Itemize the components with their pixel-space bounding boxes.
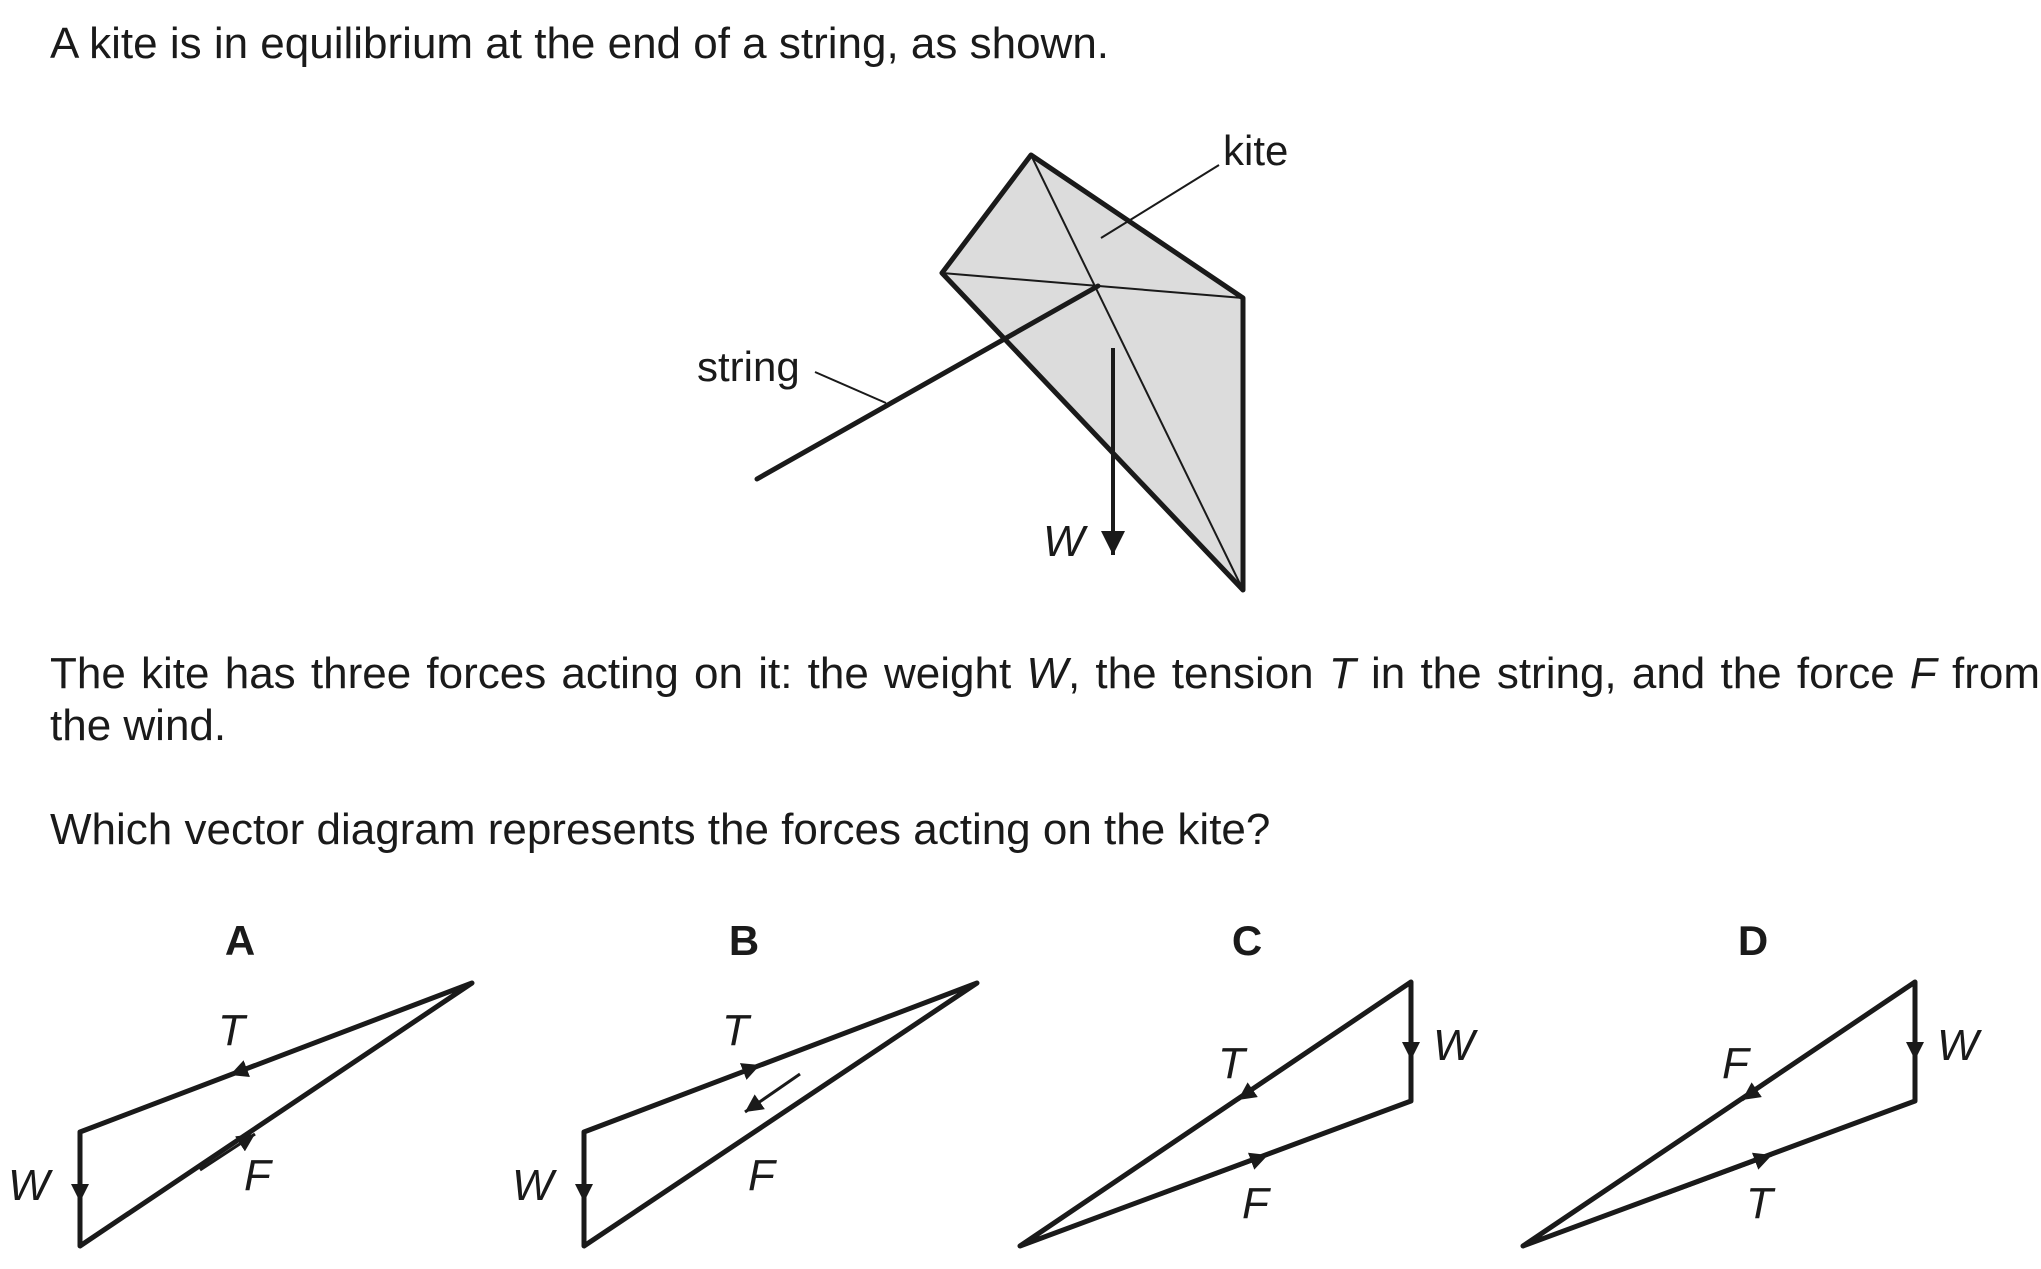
- option-c-letter: C: [1231, 917, 1263, 964]
- option-c-diagram[interactable]: [1020, 917, 1478, 1246]
- option-c-label-t: T: [1218, 1039, 1245, 1088]
- string-leader-line: [815, 372, 886, 403]
- kite-body: [942, 155, 1243, 590]
- option-d-triangle: [1523, 982, 1915, 1246]
- option-b-arrow-t: [680, 1065, 760, 1096]
- string-label: string: [697, 343, 800, 390]
- forces-description: The kite has three forces acting on it: the weight W, the tension T in the string, and the force F from the wind.: [50, 649, 2041, 750]
- option-d-label-t: T: [1746, 1179, 1773, 1228]
- option-a-letter: A: [224, 917, 256, 964]
- option-a-triangle: [80, 983, 472, 1246]
- kite-figure: [697, 127, 1288, 590]
- option-c-arrow-t: [1238, 1036, 1330, 1100]
- option-b-label-t: T: [722, 1006, 749, 1055]
- option-d-diagram[interactable]: [1523, 917, 1982, 1246]
- intro-text: A kite is in equilibrium at the end of a string, as shown.: [50, 19, 1110, 68]
- option-b-letter: B: [728, 917, 760, 964]
- option-b-label-f: F: [748, 1151, 775, 1200]
- option-b-triangle: [584, 983, 977, 1246]
- option-d-label-w: W: [1937, 1021, 1979, 1070]
- weight-label: W: [1043, 517, 1085, 566]
- option-d-label-f: F: [1722, 1039, 1749, 1088]
- option-c-label-w: W: [1433, 1021, 1475, 1070]
- option-a-label-w: W: [8, 1161, 50, 1210]
- kite-label: kite: [1223, 127, 1289, 174]
- option-a-diagram[interactable]: [8, 917, 472, 1246]
- kite-leader-line: [1101, 165, 1219, 238]
- option-b-diagram[interactable]: [512, 917, 977, 1246]
- option-d-arrow-f: [1742, 1036, 1834, 1100]
- option-c-label-f: F: [1242, 1179, 1269, 1228]
- option-c-triangle: [1020, 982, 1411, 1246]
- option-b-label-w: W: [512, 1161, 554, 1210]
- option-d-letter: D: [1737, 917, 1769, 964]
- option-a-label-t: T: [218, 1006, 245, 1055]
- question-prompt: Which vector diagram represents the forces acting on the kite?: [50, 805, 1271, 854]
- option-a-label-f: F: [244, 1151, 271, 1200]
